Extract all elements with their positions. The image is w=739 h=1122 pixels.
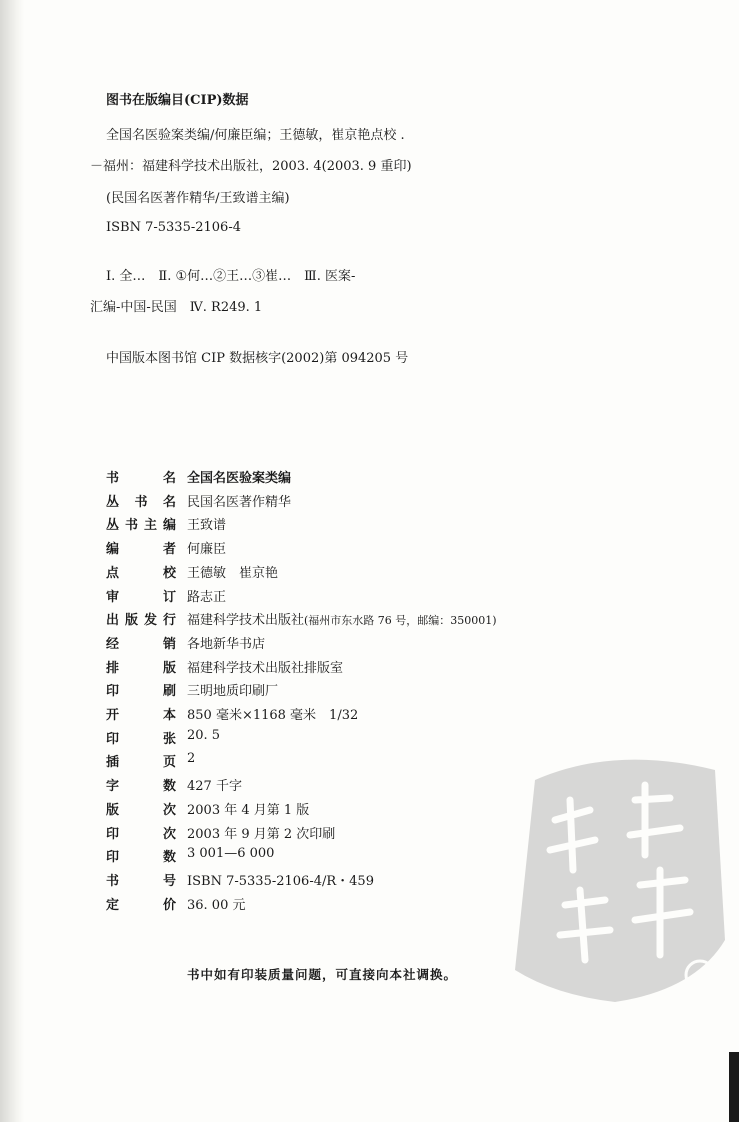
colophon-value-text: 何廉臣	[187, 542, 227, 558]
colophon-label-char: 次	[162, 826, 176, 842]
colophon-value	[187, 467, 291, 486]
colophon-label	[106, 728, 176, 747]
colophon-label-char: 页	[162, 755, 176, 771]
cip-record-number: 中国版本图书馆 CIP 数据核字(2002)第 094205 号	[106, 351, 409, 366]
colophon-value-text: 路志正	[187, 589, 227, 605]
cip-line: (民国名医著作精华/王致谱主编)	[106, 191, 290, 206]
colophon-label	[106, 467, 176, 486]
colophon-label	[106, 562, 176, 581]
colophon-value-text: 福建科学技术出版社	[187, 613, 305, 629]
colophon-value-text: 20. 5	[187, 727, 221, 743]
colophon-label-char: 插	[106, 755, 120, 771]
colophon-value	[187, 728, 220, 743]
colophon-label-char: 名	[162, 471, 176, 486]
colophon-label-char: 开	[106, 708, 120, 723]
colophon-value-text: 2003 年 4 月第 1 版	[187, 802, 310, 818]
colophon-label-char: 名	[162, 494, 176, 510]
colophon-label-char: 版	[162, 660, 176, 676]
colophon-label-char: 价	[162, 897, 176, 913]
colophon-label	[106, 538, 176, 557]
colophon-label-char: 编	[162, 518, 176, 534]
colophon-value	[187, 491, 291, 510]
colophon-label-char: 丛	[106, 518, 120, 534]
colophon-label-char: 次	[162, 802, 176, 818]
colophon-label-char: 印	[106, 850, 120, 866]
colophon-label-char: 经	[106, 636, 120, 652]
colophon-value	[187, 870, 374, 889]
colophon-value-text: 36. 00 元	[187, 897, 246, 913]
colophon-label-char: 书	[124, 518, 138, 534]
quality-notice: 书中如有印装质量问题，可直接向本社调换。	[187, 967, 458, 982]
colophon-value-text: 2	[187, 751, 196, 767]
colophon-value	[187, 538, 226, 557]
colophon-value-text: 民国名医著作精华	[187, 494, 292, 510]
colophon-value-text: 850 毫米×1168 毫米 1/32	[187, 708, 359, 723]
colophon-value	[187, 633, 265, 652]
cip-line: 全国名医验案类编/何廉臣编；王德敏，崔京艳点校 .	[106, 128, 405, 143]
colophon-label-char: 印	[106, 684, 120, 700]
colophon-value-text: 王德敏 崔京艳	[187, 565, 279, 581]
colophon-label-char: 版	[124, 613, 138, 629]
colophon-label	[106, 633, 176, 652]
colophon-label-char: 字	[106, 779, 120, 795]
colophon-label	[106, 751, 176, 770]
colophon-label-char: 编	[106, 542, 120, 558]
colophon-label-char: 号	[162, 873, 176, 889]
colophon-label-char: 数	[162, 779, 176, 795]
colophon-label	[106, 657, 176, 676]
colophon-value	[187, 586, 226, 605]
colophon-value	[187, 704, 358, 723]
colophon-label-char: 版	[106, 802, 120, 818]
colophon-label	[106, 846, 176, 865]
page-edge-shadow	[0, 0, 24, 1122]
colophon-label-char: 张	[162, 731, 176, 747]
colophon-value	[187, 775, 242, 794]
colophon-value-text: 全国名医验案类编	[187, 471, 292, 486]
colophon-label-char: 审	[106, 589, 120, 605]
colophon-value-text: ISBN 7-5335-2106-4/R・459	[187, 873, 374, 889]
colophon-label-char: 印	[106, 731, 120, 747]
colophon-label-char: 书	[134, 494, 148, 510]
colophon-label-char: 点	[106, 565, 120, 581]
colophon-label	[106, 799, 176, 818]
colophon-value	[187, 609, 497, 628]
colophon-label	[106, 775, 176, 794]
colophon-label	[106, 823, 176, 842]
library-seal-icon	[495, 740, 735, 1010]
colophon-value	[187, 562, 278, 581]
cip-classification: Ⅰ. 全… Ⅱ. ①何…②王…③崔… Ⅲ. 医案-	[106, 269, 356, 284]
colophon-value-text: 2003 年 9 月第 2 次印刷	[187, 826, 336, 842]
colophon-label-char: 本	[162, 708, 176, 723]
colophon-value	[187, 894, 245, 913]
colophon-label	[106, 894, 176, 913]
colophon-value-text: 各地新华书店	[187, 636, 266, 652]
colophon-label-char: 数	[162, 850, 176, 866]
colophon-label-char: 出	[106, 613, 120, 629]
colophon-label-char: 者	[162, 542, 176, 558]
colophon-label-char: 刷	[162, 684, 176, 700]
colophon-value	[187, 657, 343, 676]
colophon-label-char: 丛	[106, 494, 120, 510]
colophon-value-text: 3 001—6 000	[187, 846, 275, 862]
colophon-value	[187, 751, 195, 766]
cip-classification: 汇编-中国-民国 Ⅳ. R249. 1	[90, 300, 263, 315]
colophon-value-note: (福州市东水路 76 号，邮编：350001)	[304, 614, 497, 628]
colophon-label-char: 订	[162, 589, 176, 605]
colophon-value	[187, 846, 274, 861]
colophon-label-char: 主	[143, 518, 157, 534]
colophon-value-text: 427 千字	[187, 779, 242, 795]
colophon-label	[106, 491, 176, 510]
colophon-label-char: 书	[106, 471, 120, 486]
colophon-value	[187, 514, 226, 533]
colophon-label	[106, 586, 176, 605]
colophon-value	[187, 680, 278, 699]
colophon-label	[106, 680, 176, 699]
colophon-value	[187, 823, 335, 842]
colophon-value	[187, 799, 309, 818]
colophon-label-char: 书	[106, 873, 120, 889]
colophon-label-char: 定	[106, 897, 120, 913]
colophon-value-text: 王致谱	[187, 518, 227, 534]
colophon-label-char: 排	[106, 660, 120, 676]
colophon-label-char: 发	[143, 613, 157, 629]
colophon-label-char: 行	[162, 613, 176, 629]
colophon-label	[106, 514, 176, 533]
colophon-label-char: 校	[162, 565, 176, 581]
cip-isbn: ISBN 7-5335-2106-4	[106, 220, 241, 235]
colophon-label-char: 销	[162, 636, 176, 652]
colophon-value-text: 三明地质印刷厂	[187, 684, 279, 700]
cip-title: 图书在版编目(CIP)数据	[106, 93, 249, 108]
colophon-value-text: 福建科学技术出版社排版室	[187, 660, 344, 676]
colophon-label	[106, 704, 176, 723]
colophon-label-char: 印	[106, 826, 120, 842]
colophon-label	[106, 870, 176, 889]
cip-line: －福州：福建科学技术出版社，2003. 4(2003. 9 重印)	[90, 159, 412, 174]
scan-border	[729, 1052, 739, 1122]
colophon-label	[106, 609, 176, 628]
